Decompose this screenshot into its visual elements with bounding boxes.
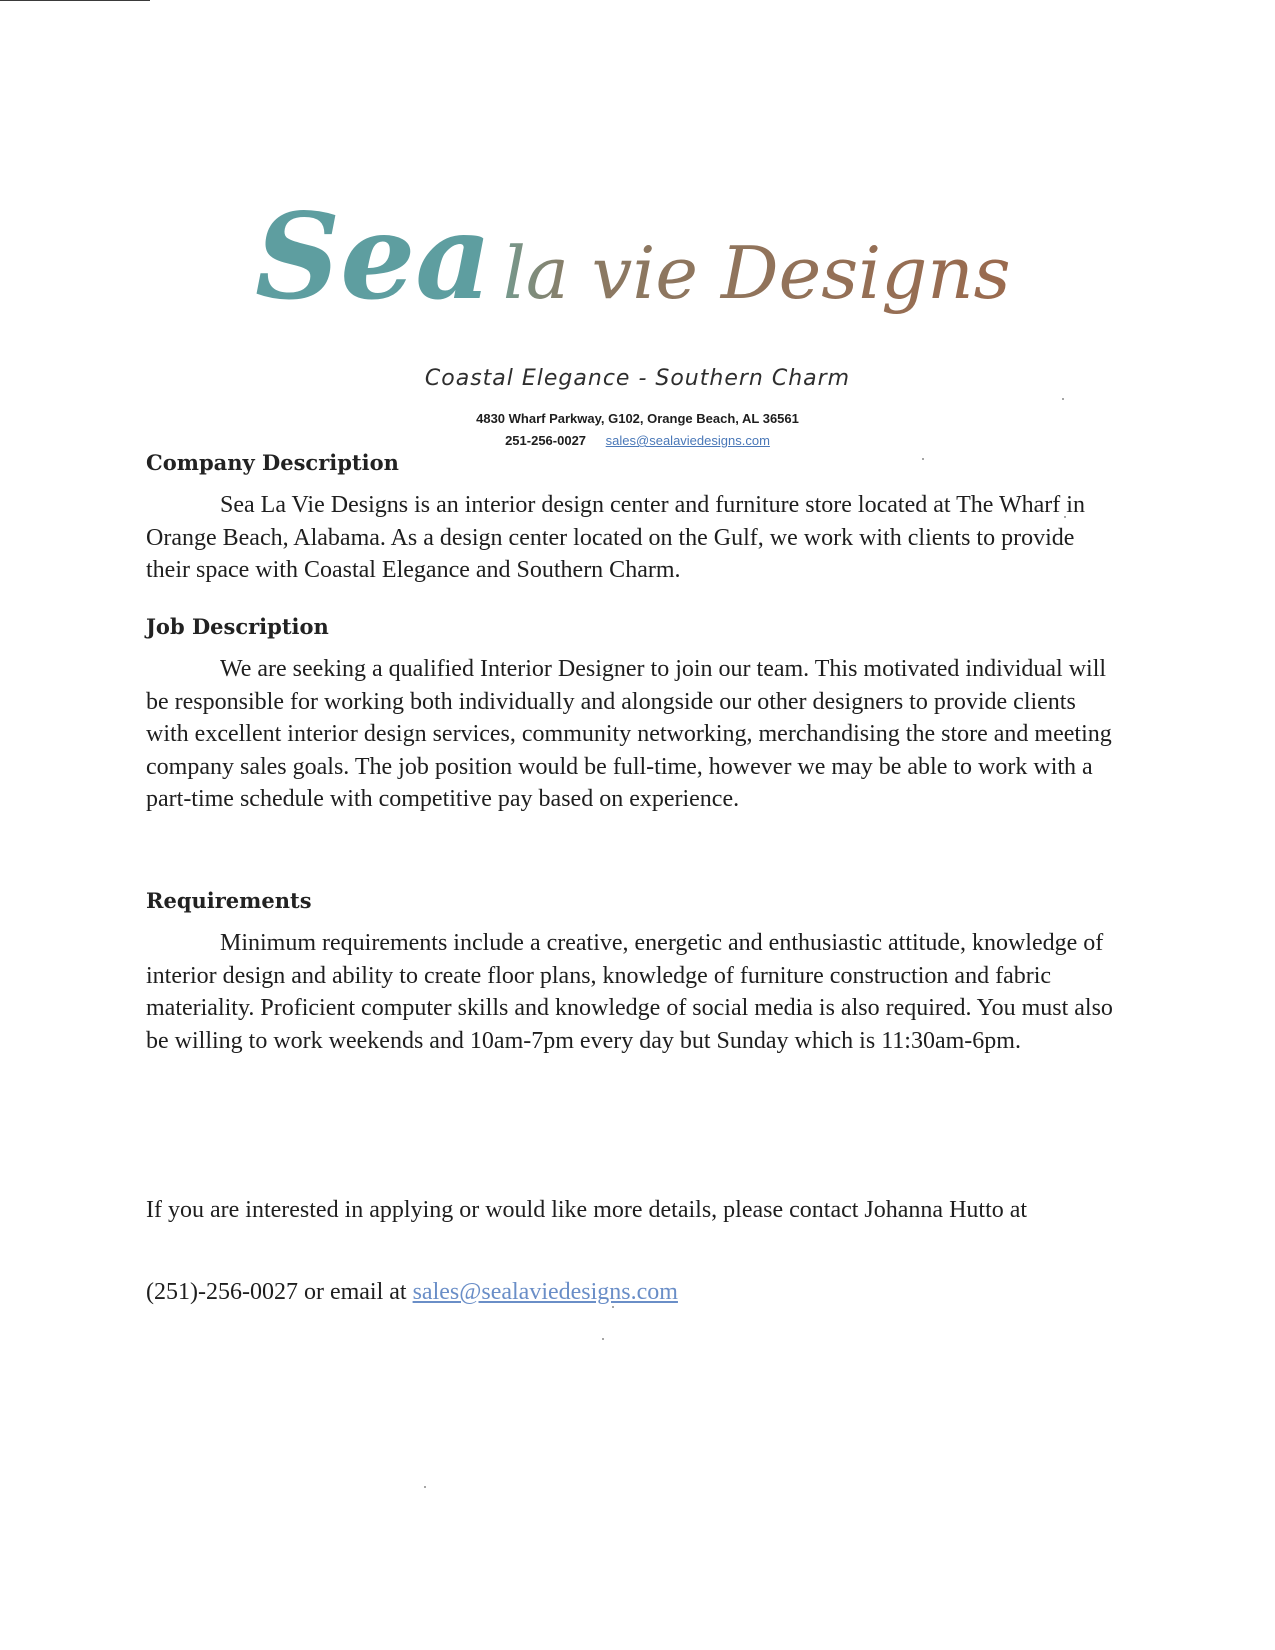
job-description-body: We are seeking a qualified Interior Designer to join our team. This motivated individual will be responsible for working both individually and alongside our other designers to provide clients with excellent interior design services, community networking, merchandising the store and meeting company sales goals. The job position would be full-time, however we may be able to work with a part-time schedule with competitive pay based on experience. [146,656,1112,812]
scan-speck [1062,398,1064,400]
job-description-heading: Job Description [146,614,329,639]
requirements-body: Minimum requirements include a creative, energetic and enthusiastic attitude, knowledge of interior design and ability to create floor plans, knowledge of furniture construction and fabric materiality. Proficient computer skills and knowledge of social media is also required. You must also be willing to work weekends and 10am-7pm every day but Sunday which is 11:30am-6pm. [146,930,1113,1054]
closing-connector: or email at [303,1279,407,1305]
company-description-heading: Company Description [146,450,399,475]
logo-text [255,187,1011,326]
closing-contact-line [146,1276,1121,1308]
store-address: 4830 Wharf Parkway, G102, Orange Beach, AL 36561 [476,411,799,426]
requirements-heading: Requirements [146,888,312,913]
closing-contact-text: If you are interested in applying or would like more details, please contact Johanna Hutto at [146,1197,1028,1223]
phone-number: 251-256-0027 [505,433,587,448]
logo-text-rest: la vie Designs [502,231,1011,315]
company-logo [255,187,1011,348]
scan-edge-mark [0,0,150,1]
tagline: Coastal Elegance - Southern Charm [424,366,851,391]
scan-speck [424,1486,426,1488]
scan-speck [602,1338,604,1340]
company-description-body: Sea La Vie Designs is an interior design center and furniture store located at The Wharf in Orange Beach, Alabama. As a design center located on the Gulf, we work with clients to provide their space with Coastal Elegance and Southern Charm. [146,492,1085,583]
job-description-section [146,614,1121,816]
requirements-section [146,888,1121,1057]
closing-email-link[interactable]: sales@sealaviedesigns.com [412,1279,678,1305]
header-email-link[interactable]: sales@sealaviedesigns.com [605,433,770,448]
company-description-section [146,450,1121,587]
logo-wordmark [255,187,1011,348]
contact-line [0,433,1275,448]
logo-text-sea: Sea [255,187,492,326]
closing-phone: (251)-256-0027 [146,1279,298,1305]
